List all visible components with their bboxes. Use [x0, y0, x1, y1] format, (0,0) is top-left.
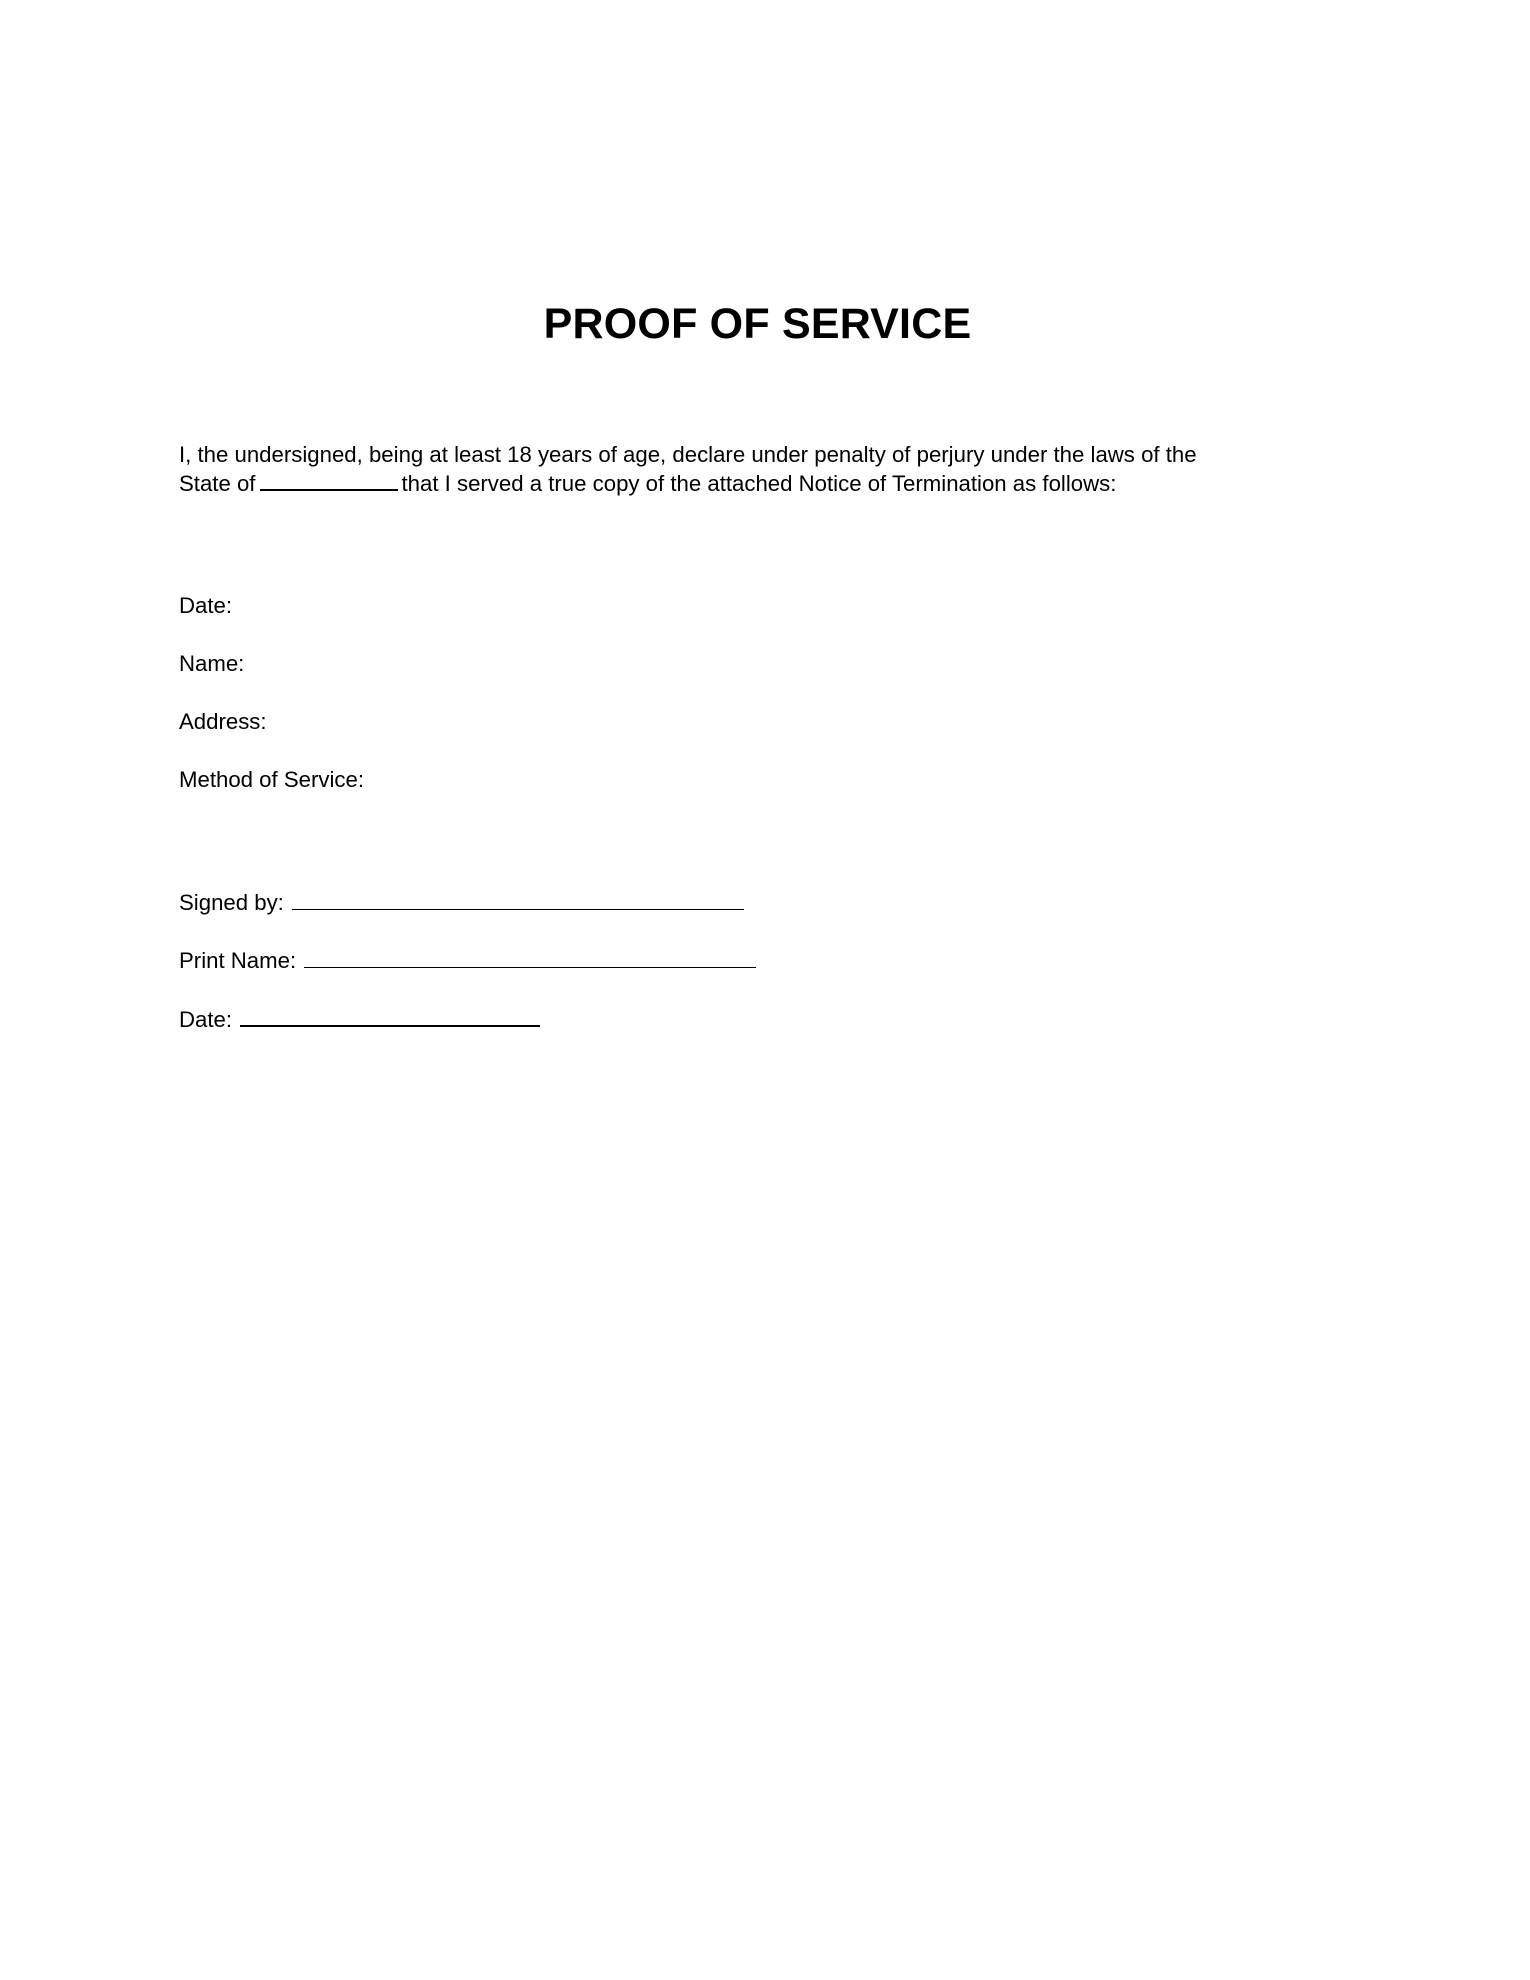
print-name-label: Print Name:	[179, 948, 297, 973]
signature-date-label: Date:	[179, 1007, 233, 1032]
service-date-label: Date:	[179, 593, 233, 618]
service-name-label: Name:	[179, 651, 245, 676]
print-name-row	[179, 946, 756, 975]
signature-date-line[interactable]	[240, 1004, 540, 1027]
declaration-paragraph	[179, 440, 1379, 498]
print-name-line[interactable]	[304, 946, 756, 968]
declaration-line-2	[179, 469, 1379, 498]
declaration-line-2-suffix: that I served a true copy of the attached Notice of Termination as follows:	[401, 471, 1117, 496]
signature-date-row	[179, 1004, 540, 1034]
declaration-line-1: I, the undersigned, being at least 18 years of age, declare under penalty of perjury under the laws of the	[179, 442, 1197, 467]
method-of-service-label: Method of Service:	[179, 767, 364, 792]
service-address-label: Address:	[179, 709, 267, 734]
state-of-label: State of	[179, 471, 256, 496]
state-blank-field[interactable]	[260, 469, 398, 491]
signed-by-row	[179, 888, 744, 917]
document-title: PROOF OF SERVICE	[543, 300, 972, 348]
signed-by-label: Signed by:	[179, 890, 284, 915]
signed-by-line[interactable]	[292, 888, 744, 910]
